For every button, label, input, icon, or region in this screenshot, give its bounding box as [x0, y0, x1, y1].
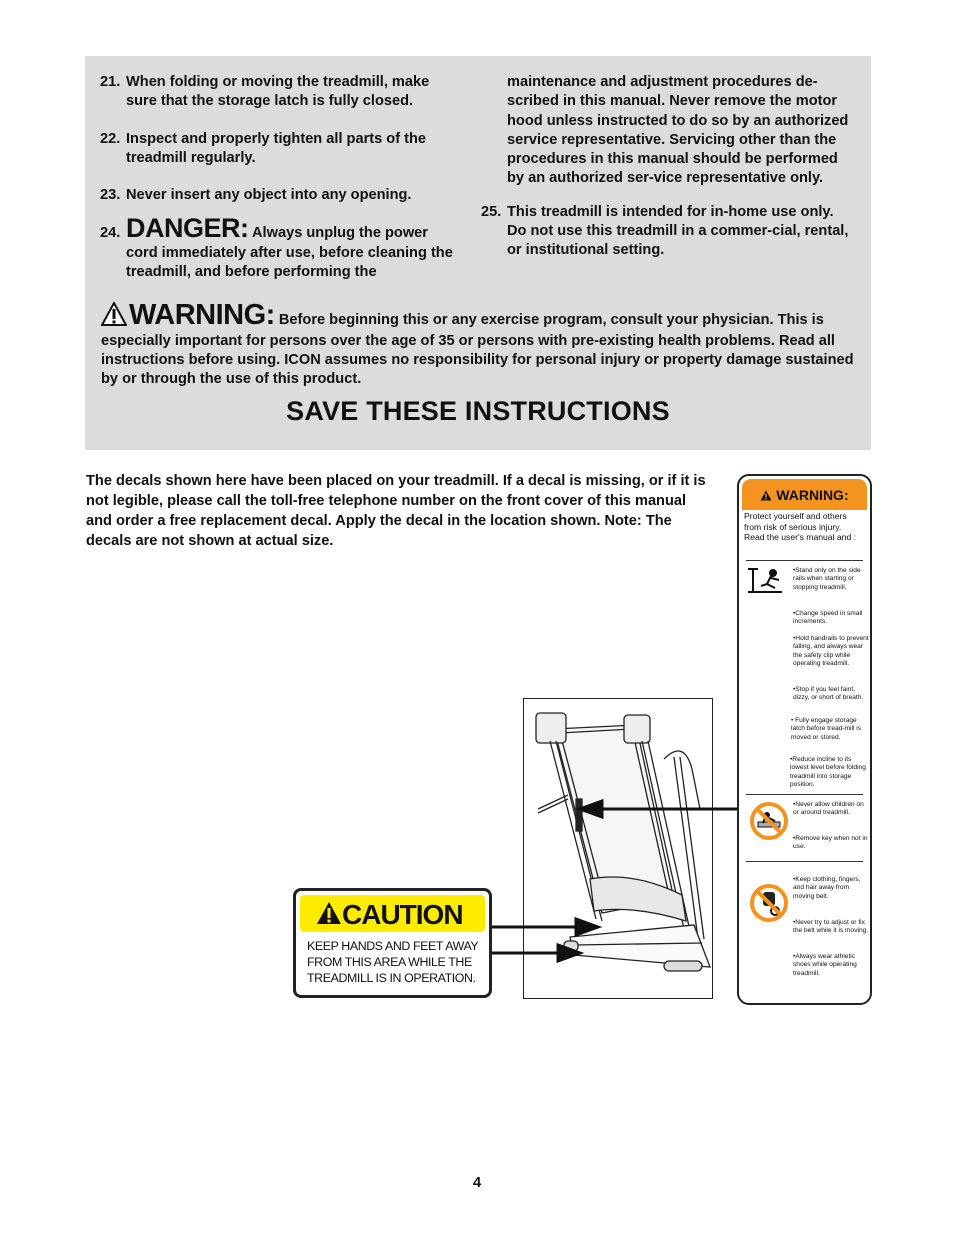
- no-hands-near-belt-icon: [749, 883, 789, 928]
- safety-item-23: [100, 186, 462, 205]
- warning-triangle-icon: [101, 302, 127, 332]
- decal-bullet: •Hold handrails to prevent falling, and always wear the safety clip while operating treadmill.: [793, 635, 869, 668]
- warning-decal-intro: Protect yourself and others from risk of serious injury. Read the user's manual and :: [744, 511, 856, 543]
- caution-decal: [293, 888, 492, 998]
- safety-item-25: [481, 203, 851, 261]
- warning-text: Before beginning this or any exercise program, consult your physician. This is especially important for persons over the age of 35 or persons with pre-existing health problems. Read all instructions before using. ICON assumes no responsibility for personal injury or property damage sustained by or through the use of this product.: [101, 312, 854, 387]
- no-children-icon: [749, 801, 789, 846]
- warning-heading: WARNING:: [129, 299, 275, 331]
- caution-header: [300, 895, 485, 932]
- danger-heading: DANGER:: [126, 213, 249, 244]
- item-number: 22.: [100, 130, 121, 147]
- decal-bullet: •Keep clothing, fingers, and hair away from moving belt.: [793, 876, 861, 900]
- caution-triangle-icon: [316, 901, 342, 930]
- decal-bullet: •Stand only on the side rails when starting or stopping treadmill.: [793, 567, 861, 591]
- decal-divider: [746, 560, 863, 561]
- decal-bullet: •Never try to adjust or fix the belt while it is moving.: [793, 919, 869, 935]
- page-number: 4: [472, 1174, 482, 1191]
- item-text: Never insert any object into any opening.: [126, 187, 412, 204]
- decal-divider: [746, 794, 863, 795]
- decal-bullet: •Remove key when not in use.: [793, 835, 868, 851]
- item-number: 25.: [481, 203, 502, 220]
- person-on-rails-icon: [745, 566, 785, 601]
- item-text: Inspect and properly tighten all parts of the treadmill regularly.: [126, 130, 427, 166]
- caution-text: KEEP HANDS AND FEET AWAY FROM THIS AREA WHILE THE TREADMILL IS IN OPERATION.: [307, 939, 479, 985]
- warning-decal: [737, 474, 872, 1005]
- item-text: When folding or moving the treadmill, make sure that the storage latch is fully closed.: [126, 74, 430, 110]
- safety-column-right: [481, 73, 851, 279]
- decal-bullet: • Fully engage storage latch before tread-mill is moved or stored.: [791, 717, 861, 741]
- item-number: 21.: [100, 74, 121, 90]
- caution-title: CAUTION: [342, 899, 463, 930]
- safety-item-22: [100, 130, 462, 169]
- save-instructions-title: SAVE THESE INSTRUCTIONS: [286, 396, 670, 426]
- decal-intro-text: The decals shown here have been placed on your treadmill. If a decal is missing, or if it is not legible, please call the toll-free telephone number on the front cover of this manual and order a free replacement decal. Apply the decal in the location shown. Note: The decals are not shown at actual size.: [86, 473, 706, 549]
- decal-bullet: •Always wear athletic shoes while operating treadmill.: [793, 953, 857, 977]
- safety-item-24: [100, 213, 462, 282]
- decal-bullet: •Stop if you feel faint, dizzy, or short of breath.: [793, 686, 864, 702]
- treadmill-drawing: [524, 699, 712, 998]
- safety-item-24-continued: maintenance and adjustment procedures de-scribed in this manual. Never remove the motor hood unless instructed to do so by an authorized service representative. Servicing other than the procedures in this manual should be performed by an authorized ser-vice representative only.: [507, 74, 849, 187]
- safety-item-21: [100, 73, 462, 112]
- safety-column-left: [100, 73, 462, 300]
- decal-bullet: •Change speed in small increments.: [793, 610, 863, 626]
- decal-bullet: •Never allow children on or around treadmill.: [793, 801, 864, 817]
- item-number: 24.: [100, 225, 121, 242]
- decal-divider: [746, 861, 863, 862]
- warning-decal-title: WARNING:: [776, 487, 849, 503]
- warning-paragraph: [101, 299, 861, 389]
- treadmill-illustration: [523, 698, 713, 999]
- item-text: Always unplug the power cord immediately after use, before cleaning the treadmill, and before performing the: [126, 225, 453, 281]
- warning-triangle-icon: [760, 487, 776, 503]
- item-text: This treadmill is intended for in-home use only. Do not use this treadmill in a commer-cial, rental, or institutional setting.: [507, 203, 849, 259]
- item-number: 23.: [100, 187, 121, 204]
- warning-decal-header: [742, 479, 867, 510]
- decal-bullet: •Reduce incline to its lowest level before folding treadmill into storage position.: [790, 756, 866, 789]
